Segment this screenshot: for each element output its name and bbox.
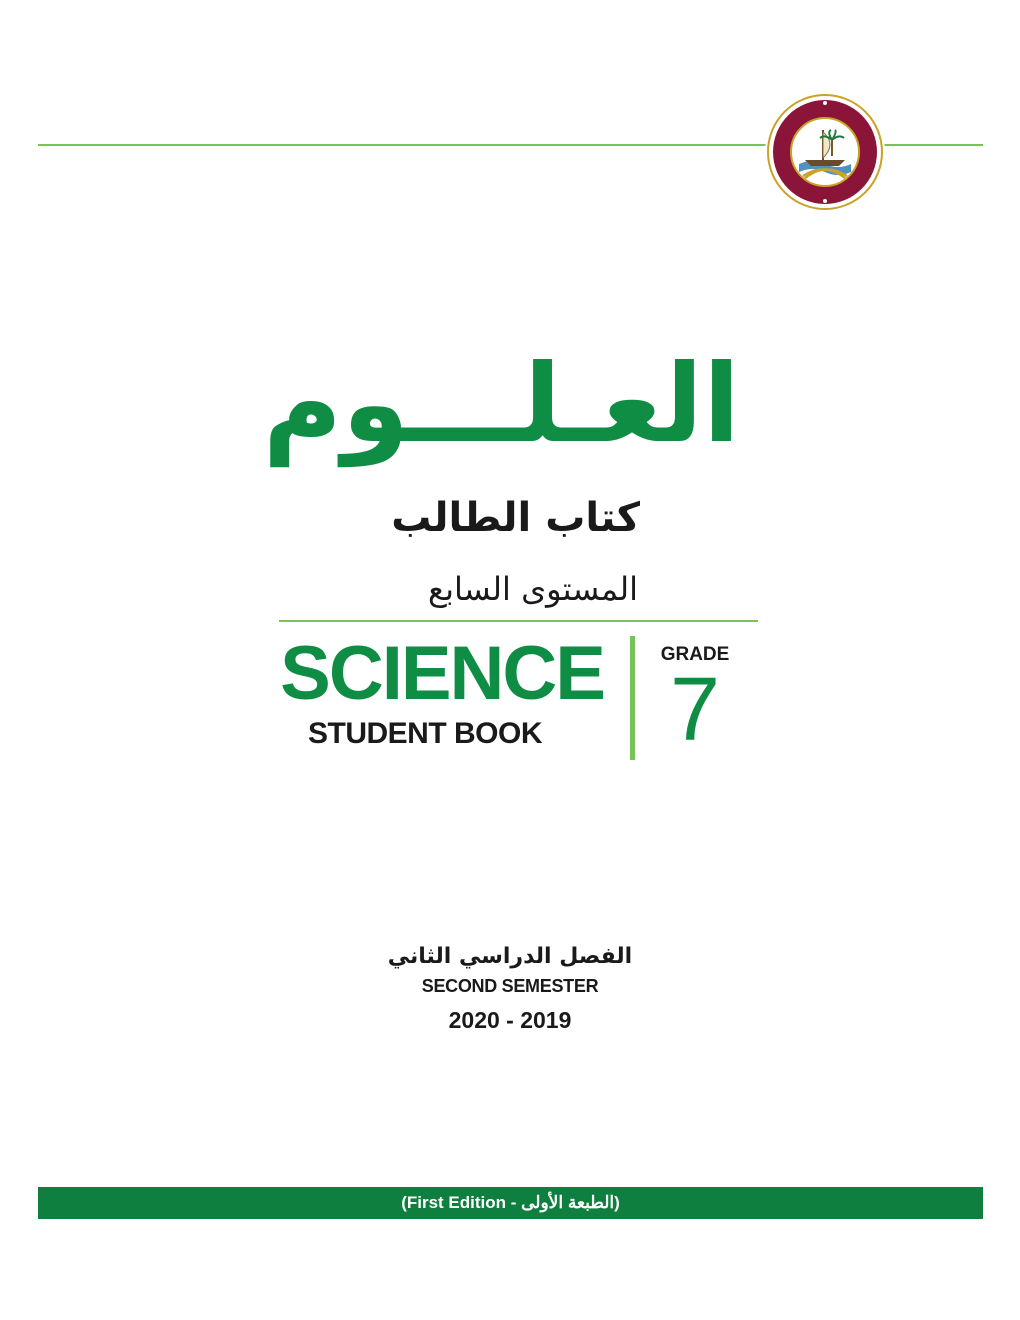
grade-divider-bar (630, 636, 635, 760)
grade-number: 7 (669, 660, 721, 760)
grade-label: GRADE (660, 644, 730, 665)
book-type-label: STUDENT BOOK (308, 717, 542, 750)
semester-arabic: الفصل الدراسي الثاني (387, 944, 633, 969)
semester-english: SECOND SEMESTER (421, 976, 599, 996)
arabic-student-book-label: كتاب الطالب (391, 495, 640, 541)
qatar-ministry-emblem-icon (765, 92, 885, 212)
title-divider (279, 620, 758, 622)
subject-title: SCIENCE (280, 631, 604, 716)
arabic-grade-label: المستوى السابع (428, 570, 638, 608)
edition-label: (First Edition - الطبعة الأولى) (401, 1193, 620, 1212)
arabic-subject-title: العـلـــوم (262, 342, 740, 467)
footer-band (38, 1187, 983, 1219)
academic-years: 2020 - 2019 (448, 1007, 572, 1033)
